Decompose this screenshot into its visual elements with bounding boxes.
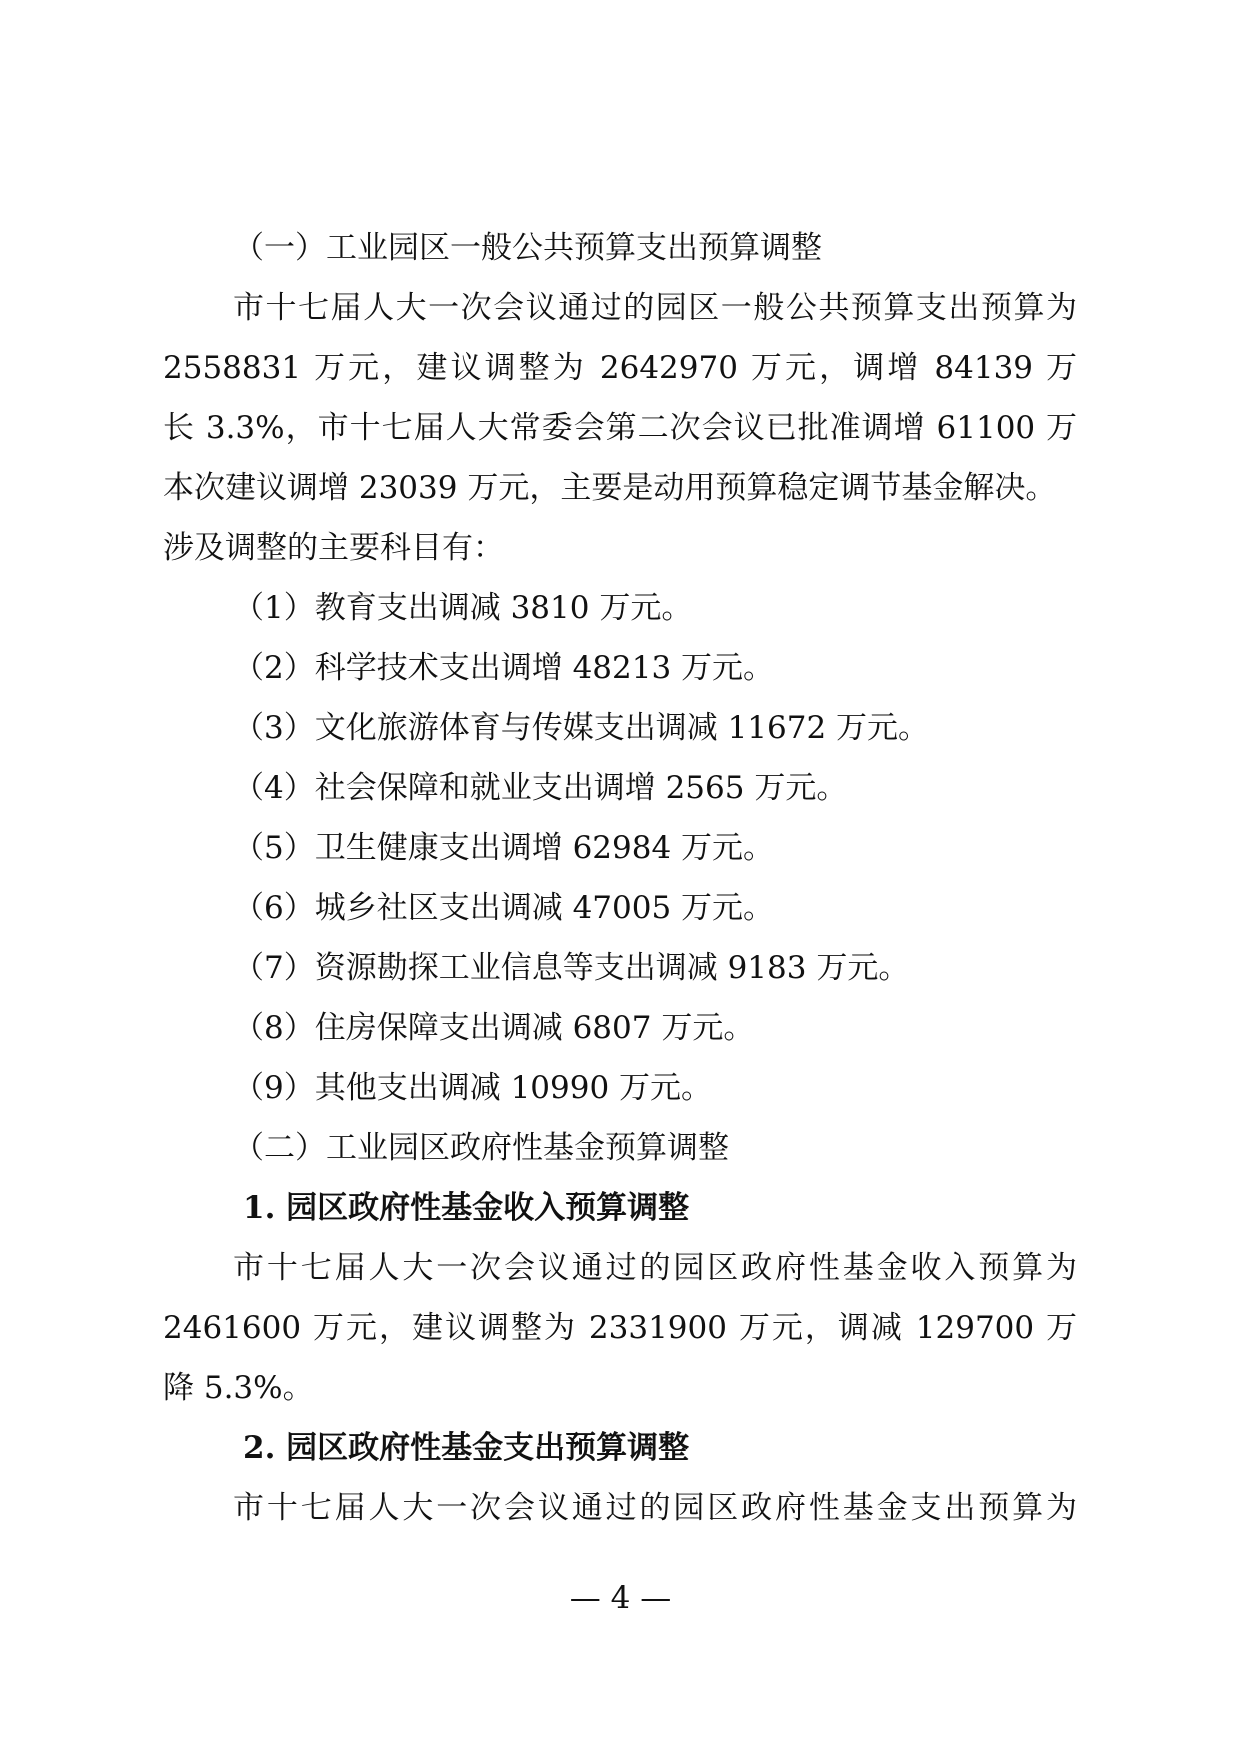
paragraph-line: 市十七届人大一次会议通过的园区一般公共预算支出预算为 [233,290,1077,326]
list-item: （7）资源勘探工业信息等支出调减 9183 万元。 [233,950,910,986]
document-body [163,218,1077,1538]
paragraph-line: 本次建议调增 23039 万元，主要是动用预算稳定调节基金解决。 [163,470,1057,506]
section-heading-government-fund: （二）工业园区政府性基金预算调整 [233,1130,729,1166]
page-number: — 4 — [569,1580,672,1616]
subheading-fund-revenue: 1. 园区政府性基金收入预算调整 [243,1190,690,1226]
paragraph-line: 市十七届人大一次会议通过的园区政府性基金支出预算为 [233,1490,1077,1526]
paragraph-line: 2558831 万元，建议调整为 2642970 万元，调增 84139 万 [163,350,1077,386]
list-item: （6）城乡社区支出调减 47005 万元。 [233,890,775,926]
paragraph-line: 降 5.3%。 [163,1370,314,1406]
paragraph-line: 市十七届人大一次会议通过的园区政府性基金收入预算为 [233,1250,1077,1286]
paragraph-line: 涉及调整的主要科目有： [163,530,504,566]
list-item: （5）卫生健康支出调增 62984 万元。 [233,830,775,866]
list-item: （2）科学技术支出调增 48213 万元。 [233,650,775,686]
list-item: （1）教育支出调减 3810 万元。 [233,590,693,626]
section-heading-general-budget: （一）工业园区一般公共预算支出预算调整 [233,230,822,266]
list-item: （3）文化旅游体育与传媒支出调减 11672 万元。 [233,710,930,746]
subheading-fund-expenditure: 2. 园区政府性基金支出预算调整 [243,1430,690,1466]
list-item: （8）住房保障支出调减 6807 万元。 [233,1010,755,1046]
paragraph-line: 2461600 万元，建议调整为 2331900 万元，调减 129700 万 [163,1310,1077,1346]
list-item: （4）社会保障和就业支出调增 2565 万元。 [233,770,848,806]
paragraph-line: 长 3.3%，市十七届人大常委会第二次会议已批准调增 61100 万 [163,410,1077,446]
list-item: （9）其他支出调减 10990 万元。 [233,1070,713,1106]
